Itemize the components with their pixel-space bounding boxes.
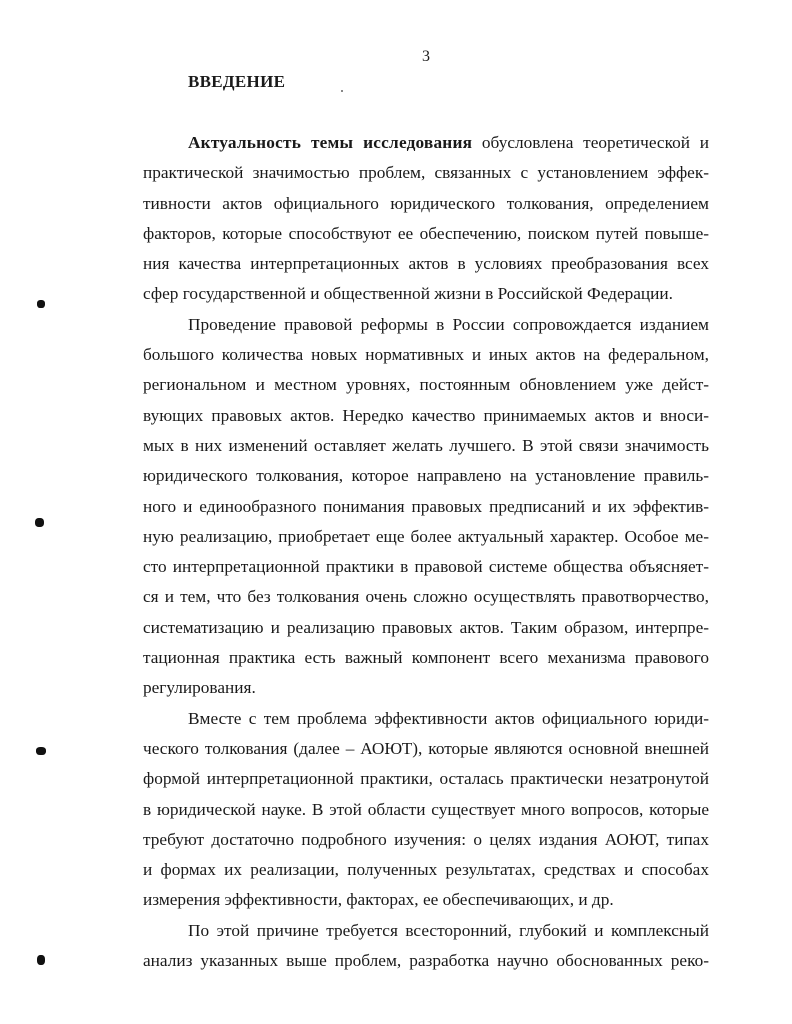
text-line: анализ указанных выше проблем, разработка научно обоснованных реко-	[143, 951, 709, 971]
document-body	[143, 128, 709, 976]
text-line: большого количества новых нормативных и иных актов на федеральном,	[143, 345, 709, 365]
text-line: Вместе с тем проблема эффективности актов официального юриди-	[188, 708, 709, 728]
text-line: ся и тем, что без толкования очень сложно осуществлять правотворчество,	[143, 587, 709, 607]
text-line: ния качества интерпретационных актов в условиях преобразования всех	[143, 254, 709, 274]
text-line: Проведение правовой реформы в России сопровождается изданием	[188, 314, 709, 334]
page-number: 3	[422, 48, 430, 65]
text-line: регулирования.	[143, 678, 256, 698]
text-line: ческого толкования (далее – АОЮТ), которые являются основной внешней	[143, 738, 709, 758]
scan-mark	[36, 747, 46, 755]
text-line: ного и единообразного понимания правовых предписаний и их эффектив-	[143, 496, 709, 516]
text-line: По этой причине требуется всесторонний, глубокий и комплексный	[188, 920, 709, 940]
text-line: факторов, которые способствуют ее обеспечению, поиском путей повыше-	[143, 223, 709, 243]
text-line: формой интерпретационной практики, осталась практически незатронутой	[143, 769, 709, 789]
text-line: сфер государственной и общественной жизни в Российской Федерации.	[143, 284, 673, 304]
text-line: региональном и местном уровнях, постоянным обновлением уже дейст-	[143, 375, 709, 395]
text-line: и формах их реализации, полученных результатах, средствах и способах	[143, 860, 709, 880]
text-line: измерения эффективности, факторах, ее обеспечивающих, и др.	[143, 890, 614, 910]
text-line: Актуальность темы исследования обусловлена теоретической и	[188, 133, 709, 152]
scan-mark	[37, 955, 45, 965]
text-line: требуют достаточно подробного изучения: о целях издания АОЮТ, типах	[143, 829, 709, 849]
text-line: сто интерпретационной практики в правовой системе общества объясняет-	[143, 557, 709, 577]
paragraph-relevance	[143, 128, 709, 310]
scan-mark	[35, 518, 44, 527]
text-line: систематизацию и реализацию правовых актов. Таким образом, интерпре-	[143, 617, 709, 637]
text-line: тивности актов официального юридического толкования, определением	[143, 193, 709, 213]
text-line: мых в них изменений оставляет желать лучшего. В этой связи значимость	[143, 435, 709, 455]
text-line: вующих правовых актов. Нередко качество принимаемых актов и вноси-	[143, 405, 709, 425]
text-line: тационная практика есть важный компонент всего механизма правового	[143, 648, 709, 668]
bold-lead: Актуальность темы исследования	[188, 133, 473, 152]
section-heading: ВВЕДЕНИЕ	[188, 72, 286, 91]
paragraph-problem	[143, 704, 709, 916]
paragraph-analysis	[143, 916, 709, 977]
text-line: практической значимостью проблем, связанных с установлением эффек-	[143, 163, 709, 183]
scan-speck	[341, 90, 343, 92]
text-line: в юридической науке. В этой области существует много вопросов, которые	[143, 799, 709, 819]
paragraph-reform	[143, 310, 709, 704]
text-line: ную реализацию, приобретает еще более актуальный характер. Особое ме-	[143, 526, 709, 546]
text-line: юридического толкования, которое направлено на установление правиль-	[143, 466, 709, 486]
scan-mark	[37, 300, 45, 308]
